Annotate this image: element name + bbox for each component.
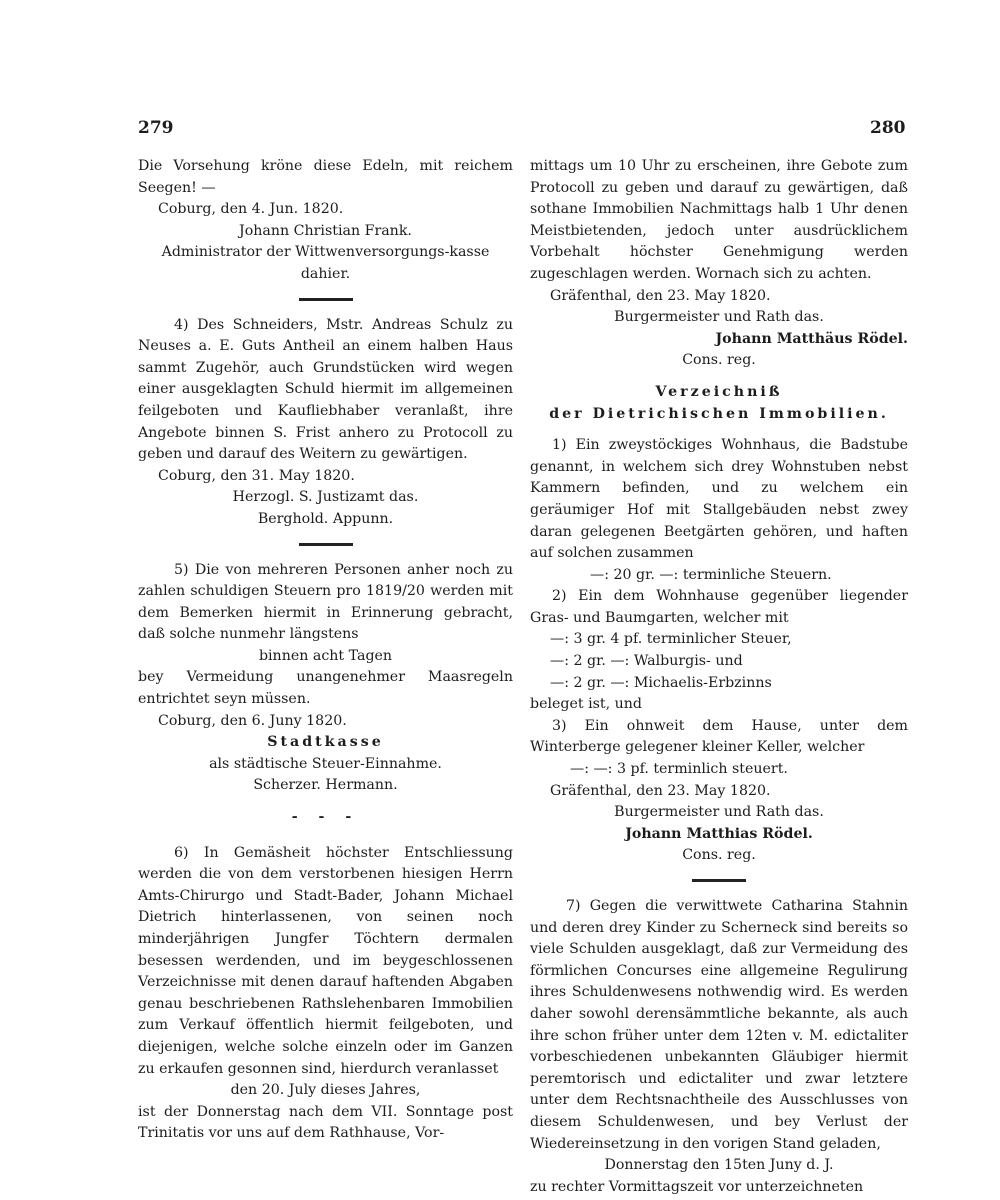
section-divider <box>299 543 353 546</box>
notice-4-signature-office: Herzogl. S. Justizamt das. <box>232 489 419 506</box>
inventory-subtitle: der Dietrichischen Immobilien. <box>549 405 889 422</box>
inventory-item-3-tax: —: —: 3 pf. terminlich steuert. <box>570 761 788 778</box>
notice-6-place-date: Gräfenthal, den 23. May 1820. <box>550 287 771 304</box>
notice-5-signature-office: Stadtkasse <box>267 734 384 751</box>
section-divider <box>692 879 746 882</box>
notice-7-date: Donnerstag den 15ten Juny d. J. <box>604 1157 834 1174</box>
intro-signature-title: Administrator der Wittwenversorgungs-kasse dahier. <box>161 244 490 282</box>
page-number-right: 280 <box>870 118 906 138</box>
right-column <box>530 156 908 1198</box>
notice-7-text: 7) Gegen die verwittwete Catharina Stahnin und deren drey Kinder zu Scherneck sind bereits so viele Schulden ausgeklagt, daß zur Vermeidung des förmlichen Concurses eine allgemeine Regulirung ihres Schuldenwesens nothwendig wird. Es werden daher sowohl derensämmtliche bekannte, als auch ihre schon früher unter dem 12ten v. M. edictaliter vorbeschiedenen unbekannten Gläubiger hiermit peremtorisch und edictaliter und zwar letztere unter dem Rechtsnachtheile des Ausschlusses von diesem Schuldenwesen, und bey Verlust der Wiedereinsetzung in den vorigen Stand geladen, <box>530 898 908 1152</box>
inventory-item-2: 2) Ein dem Wohnhause gegenüber liegender Gras- und Baumgarten, welcher mit <box>530 588 908 626</box>
inventory-item-3: 3) Ein ohnweit dem Hause, unter dem Winterberge gelegener kleiner Keller, welcher <box>530 717 908 756</box>
inventory-signature-title: Cons. reg. <box>682 847 756 864</box>
notice-6-text: 6) In Gemäsheit höchster Entschliessung werden die von dem verstorbenen hiesigen Herrn Amts-Chirurgo und Stadt-Bader, Johann Michael Dietrich hinterlassenen, von seinen noch minderjährigen Jungfer Töchtern dermalen besessen werdenden, und im beygeschlossenen Verzeichnisse mit denen darauf haftenden Abgaben genau beschriebenen Rathslehenbaren Immobilien zum Verkauf öffentlich hiermit feilgeboten, und diejenigen, welche solche einzeln oder im Ganzen zu erkaufen gesonnen sind, hierdurch veranlasset <box>138 844 513 1077</box>
inventory-item-2-tax-2: —: 2 gr. —: Walburgis- und <box>550 653 743 670</box>
inventory-item-2-tax-1: —: 3 gr. 4 pf. terminlicher Steuer, <box>550 631 792 648</box>
intro-signature-name: Johann Christian Frank. <box>239 222 412 239</box>
section-divider <box>299 298 353 301</box>
section-divider-stars: - - - <box>291 809 360 826</box>
notice-6-signature-title: Cons. reg. <box>682 352 756 369</box>
inventory-item-1-tax: —: 20 gr. —: terminliche Steuern. <box>590 566 832 583</box>
notice-6-signature-office: Burgermeister und Rath das. <box>614 309 824 326</box>
intro-date: Coburg, den 4. Jun. 1820. <box>158 201 344 218</box>
inventory-date: Gräfenthal, den 23. May 1820. <box>550 782 771 799</box>
inventory-item-2-end: beleget ist, und <box>530 696 642 713</box>
inventory-item-2-tax-3: —: 2 gr. —: Michaelis-Erbzinns <box>550 674 772 691</box>
notice-4-date: Coburg, den 31. May 1820. <box>158 467 355 484</box>
notice-4-signature-names: Berghold. Appunn. <box>257 510 394 527</box>
notice-4-text: 4) Des Schneiders, Mstr. Andreas Schulz zu Neuses a. E. Guts Antheil an einem halben Haus sammt Zugehör, auch Grundstücken wird wegen einer ausgeklagten Schuld hiermit im allgemeinen feilgeboten und Kaufliebhaber veranlaßt, ihre Angebote binnen S. Frist anhero zu Protocoll zu geben und darauf des Weitern zu gewärtigen. <box>138 316 513 463</box>
notice-5-deadline: binnen acht Tagen <box>258 647 393 664</box>
intro-text: Die Vorsehung kröne diese Edeln, mit reichem Seegen! — <box>138 158 513 196</box>
notice-5-text-cont: bey Vermeidung unangenehmer Maasregeln entrichtet seyn müssen. <box>138 669 513 708</box>
notice-5-date: Coburg, den 6. Juny 1820. <box>158 712 347 729</box>
notice-6-signature-name: Johann Matthäus Rödel. <box>715 330 908 347</box>
notice-5-signature-names: Scherzer. Hermann. <box>253 777 398 794</box>
notice-6-continuation: mittags um 10 Uhr zu erscheinen, ihre Gebote zum Protocoll zu geben und darauf zu gewärtigen, daß sothane Immobilien Nachmittags halb 1 Uhr denen Meistbietenden, jedoch unter ausdrücklichem Vorbehalt höchster Genehmigung werden zugeschlagen werden. Wornach sich zu achten. <box>530 158 908 282</box>
left-column <box>138 156 513 1145</box>
notice-6-date: den 20. July dieses Jahres, <box>230 1082 421 1099</box>
inventory-title: Verzeichniß <box>655 383 783 400</box>
inventory-signature-office: Burgermeister und Rath das. <box>614 804 824 821</box>
notice-7-text-cont: zu rechter Vormittagszeit vor unterzeichneten <box>530 1178 864 1195</box>
notice-5-signature-title: als städtische Steuer-Einnahme. <box>209 755 442 772</box>
notice-6-text-cont: ist der Donnerstag nach dem VII. Sonntage post Trinitatis vor uns auf dem Rathhause, Vor- <box>138 1103 513 1142</box>
page-number-left: 279 <box>138 118 174 138</box>
notice-5-text: 5) Die von mehreren Personen anher noch zu zahlen schuldigen Steuern pro 1819/20 werden mit dem Bemerken hiermit in Erinnerung gebracht, daß solche nunmehr längstens <box>138 561 513 643</box>
inventory-item-1: 1) Ein zweystöckiges Wohnhaus, die Badstube genannt, in welchem sich drey Wohnstuben nebst Kammern befinden, und zu welchem ein geräumiger Hof mit Stallgebäuden nebst zwey daran gelegenen Beetgärten gehören, und haften auf solchen zusammen <box>530 437 908 562</box>
inventory-signature-name: Johann Matthias Rödel. <box>625 825 813 842</box>
